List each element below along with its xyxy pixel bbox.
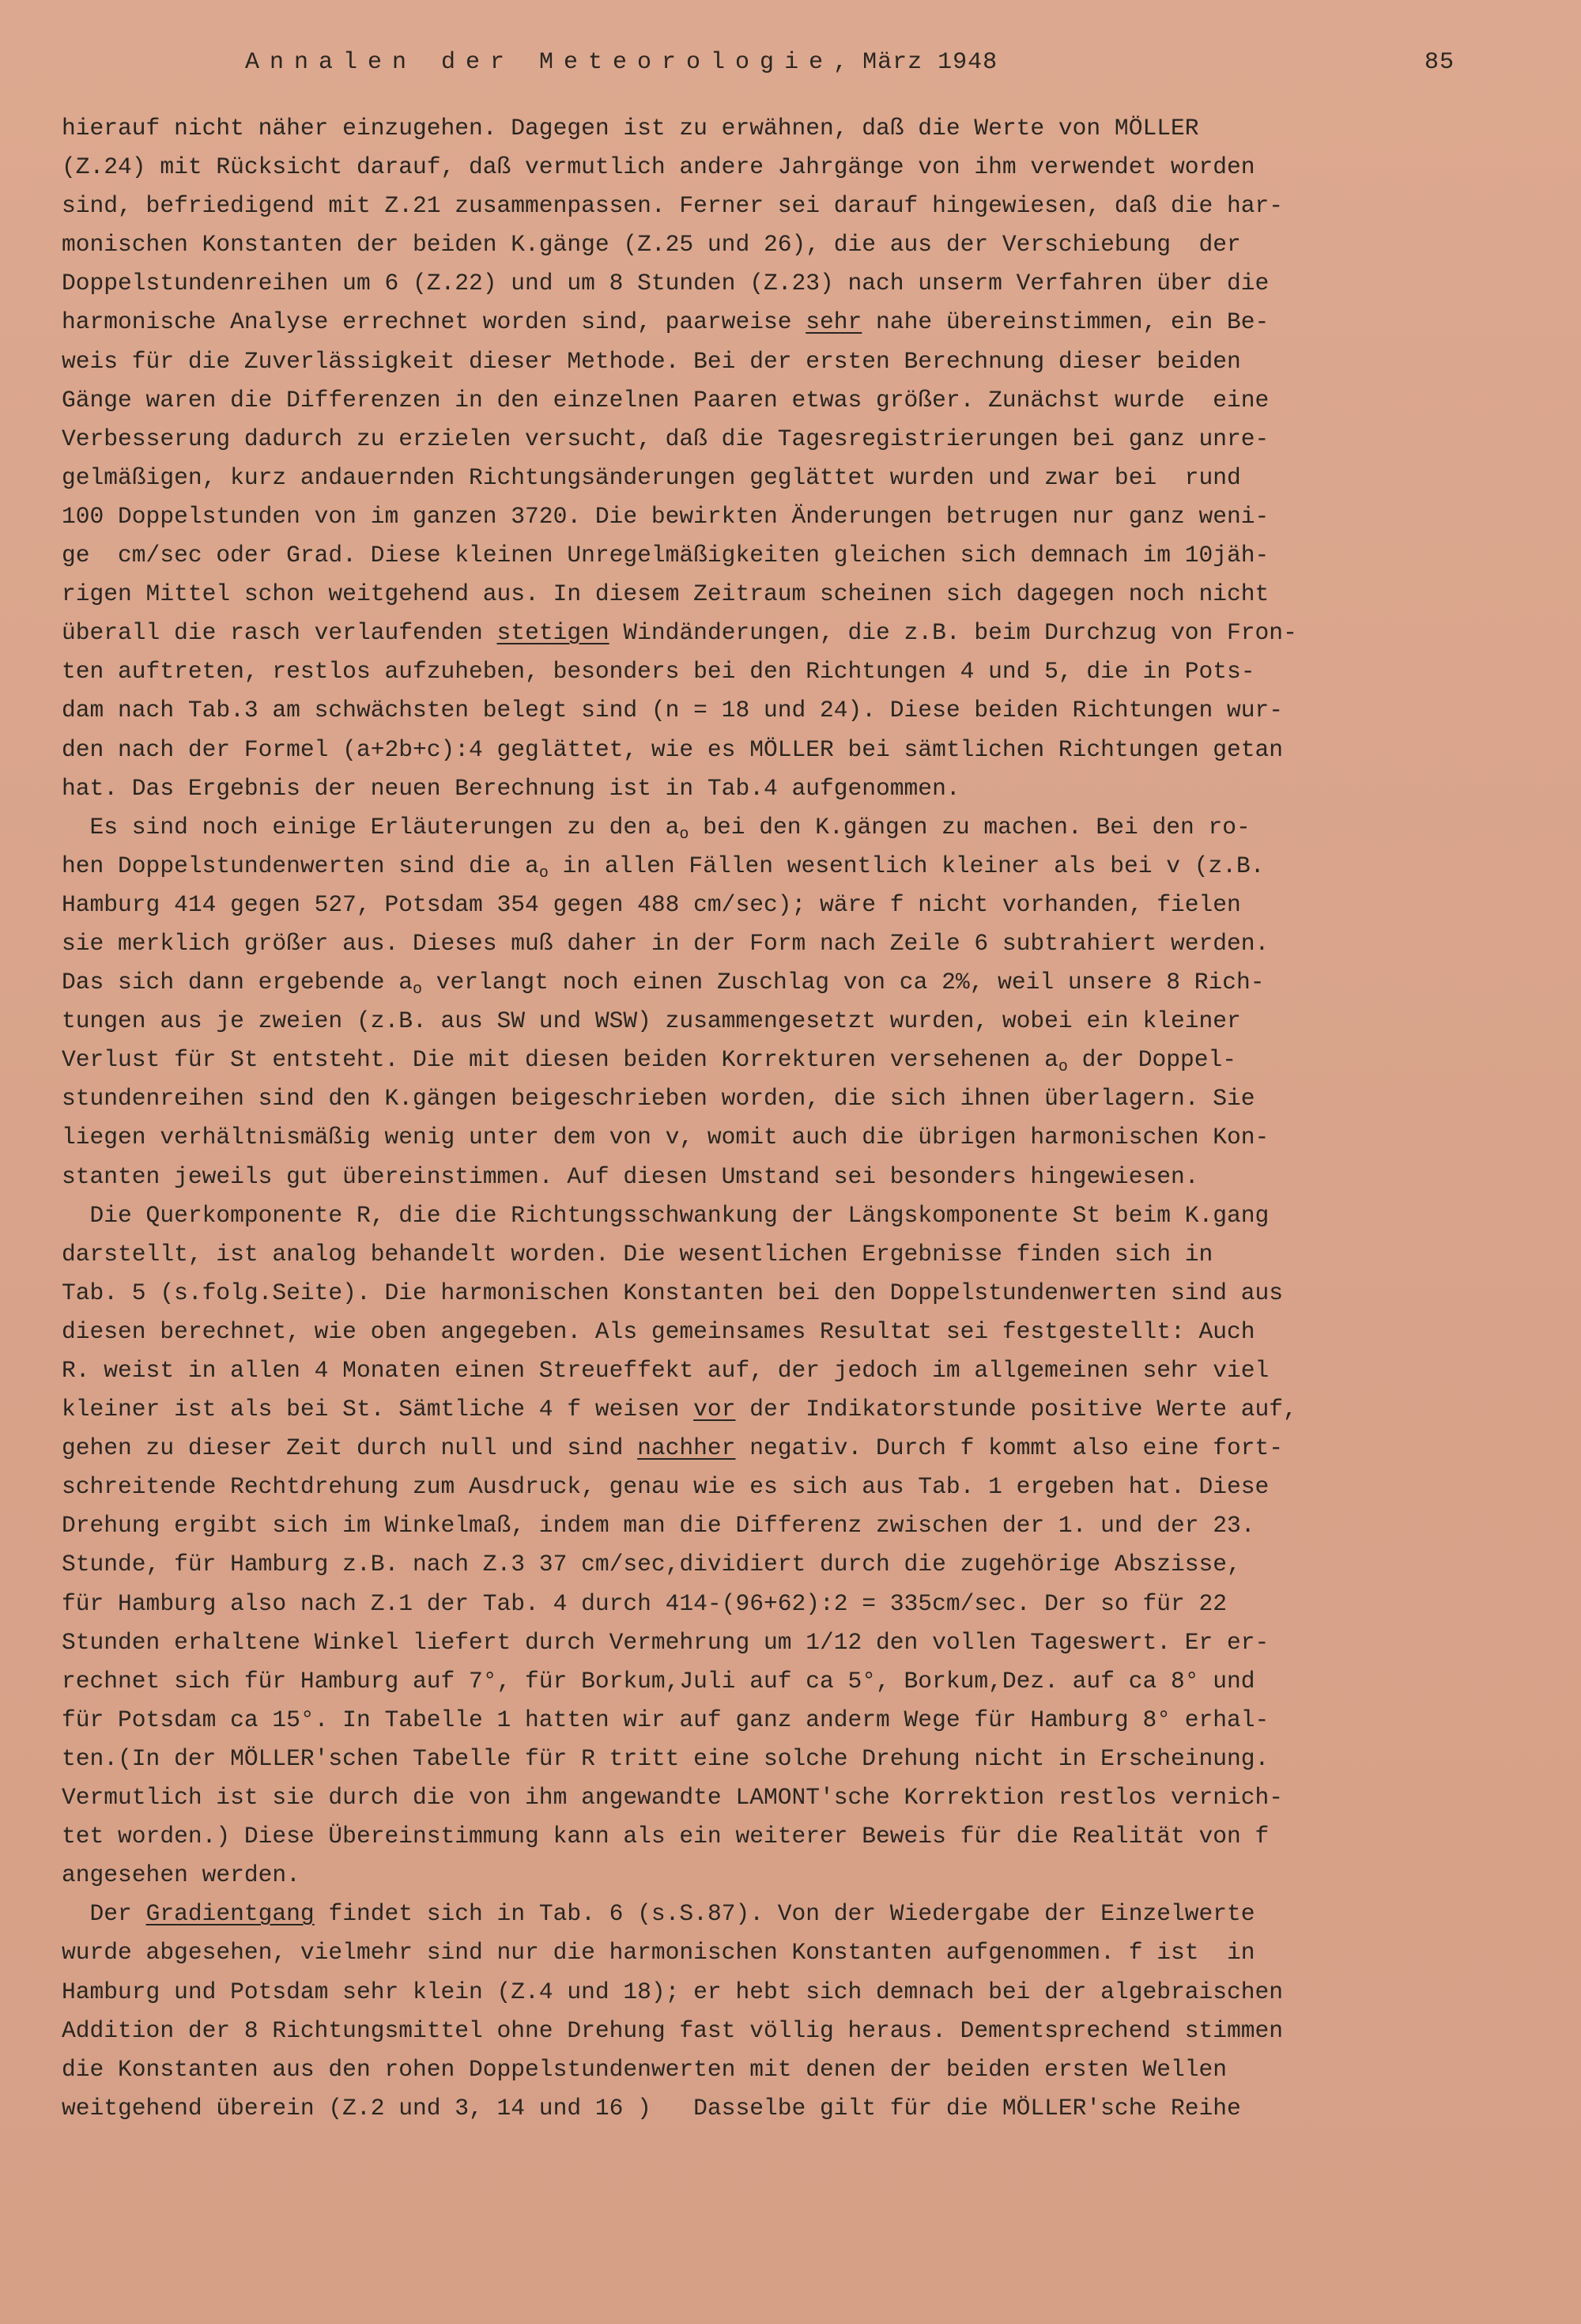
text-run: Die Querkomponente R, die die Richtungsschwankung der Längskomponente St beim K.gang <box>62 1201 1270 1229</box>
text-line <box>62 303 1469 342</box>
text-run: in allen Fällen wesentlich kleiner als bei v (z.B. <box>548 852 1265 879</box>
text-run: Stunde, für Hamburg z.B. nach Z.3 37 cm/sec,dividiert durch die zugehörige Abszisse, <box>62 1551 1241 1578</box>
underlined-word: vor <box>693 1396 736 1423</box>
text-run: verlangt noch einen Zuschlag von ca 2%, weil unsere 8 Rich- <box>422 969 1265 996</box>
text-line <box>62 1817 1469 1856</box>
text-run: ten.(In der MÖLLER'schen Tabelle für R tritt eine solche Drehung nicht in Erscheinung. <box>62 1744 1270 1772</box>
text-line <box>62 614 1469 652</box>
text-line <box>62 1623 1469 1662</box>
text-run: Verbesserung dadurch zu erzielen versucht, daß die Tagesregistrierungen bei ganz unre- <box>62 425 1270 452</box>
text-run: rigen Mittel schon weitgehend aus. In diesem Zeitraum scheinen sich dagegen noch nicht <box>62 580 1270 608</box>
text-run: Doppelstundenreihen um 6 (Z.22) und um 8 Stunden (Z.23) nach unserm Verfahren über die <box>62 270 1270 297</box>
text-line <box>62 264 1469 303</box>
text-run: schreitende Rechtdrehung zum Ausdruck, genau wie es sich aus Tab. 1 ergeben hat. Diese <box>62 1473 1270 1501</box>
text-line <box>62 148 1469 187</box>
text-line <box>62 1506 1469 1545</box>
text-run: ge cm/sec oder Grad. Diese kleinen Unregelmäßigkeiten gleichen sich demnach im 10jäh- <box>62 542 1270 569</box>
text-run: monischen Konstanten der beiden K.gänge (Z.25 und 26), die aus der Verschiebung der <box>62 231 1241 259</box>
text-run: liegen verhältnismäßig wenig unter dem von v, womit auch die übrigen harmonischen Kon- <box>62 1124 1270 1151</box>
subscript: o <box>538 863 549 882</box>
text-run: kleiner ist als bei St. Sämtliche 4 f weisen <box>62 1396 694 1423</box>
text-line <box>62 342 1469 381</box>
text-run: für Hamburg also nach Z.1 der Tab. 4 durch 414-(96+62):2 = 335cm/sec. Der so für 22 <box>62 1589 1228 1617</box>
text-line <box>62 1429 1469 1468</box>
text-line <box>62 2050 1469 2089</box>
text-run: Verlust für St entsteht. Die mit diesen beiden Korrekturen versehenen a <box>62 1046 1058 1074</box>
text-line <box>62 2012 1469 2050</box>
text-line <box>62 1196 1469 1235</box>
text-line <box>62 886 1469 924</box>
text-line <box>62 1274 1469 1313</box>
subscript: o <box>679 825 689 844</box>
text-run: rechnet sich für Hamburg auf 7°, für Borkum,Juli auf ca 5°, Borkum,Dez. auf ca 8° und <box>62 1667 1255 1695</box>
text-line <box>62 1002 1469 1041</box>
text-line <box>62 1662 1469 1701</box>
text-run: R. weist in allen 4 Monaten einen Streueffekt auf, der jedoch im allgemeinen sehr viel <box>62 1357 1270 1384</box>
text-run: Windänderungen, die z.B. beim Durchzug von Fron- <box>609 619 1297 647</box>
text-line <box>62 2089 1469 2128</box>
text-line <box>62 187 1469 225</box>
text-run: Der <box>62 1900 146 1928</box>
text-line <box>62 963 1469 1002</box>
text-line <box>62 1158 1469 1196</box>
text-line <box>62 1856 1469 1895</box>
text-run: angesehen werden. <box>62 1861 300 1889</box>
text-line <box>62 1973 1469 2012</box>
text-run: sind, befriedigend mit Z.21 zusammenpassen. Ferner sei darauf hingewiesen, daß die har- <box>62 192 1284 220</box>
text-line <box>62 459 1469 497</box>
page-number: 85 <box>1424 49 1455 76</box>
text-run: diesen berechnet, wie oben angegeben. Als gemeinsames Resultat sei festgestellt: Auch <box>62 1317 1255 1345</box>
text-line <box>62 808 1469 847</box>
text-line <box>62 225 1469 264</box>
text-line <box>62 1390 1469 1429</box>
text-line <box>62 924 1469 963</box>
text-line <box>62 420 1469 459</box>
text-run: weitgehend überein (Z.2 und 3, 14 und 16 ) Dasselbe gilt für die MÖLLER'sche Reihe <box>62 2094 1241 2122</box>
subscript: o <box>1058 1058 1068 1077</box>
text-line <box>62 1545 1469 1584</box>
text-line <box>62 769 1469 808</box>
text-run: überall die rasch verlaufenden <box>62 619 497 647</box>
text-line <box>62 1740 1469 1778</box>
text-run: hierauf nicht näher einzugehen. Dagegen ist zu erwähnen, daß die Werte von MÖLLER <box>62 115 1199 142</box>
text-line <box>62 1933 1469 1972</box>
text-line <box>62 1585 1469 1623</box>
text-line <box>62 1118 1469 1157</box>
text-line <box>62 1468 1469 1506</box>
text-run: gehen zu dieser Zeit durch null und sind <box>62 1434 638 1462</box>
text-line <box>62 1778 1469 1817</box>
text-run: der Indikatorstunde positive Werte auf, <box>735 1396 1297 1423</box>
text-run: ten auftreten, restlos aufzuheben, besonders bei den Richtungen 4 und 5, die in Pots- <box>62 658 1255 686</box>
text-run: (Z.24) mit Rücksicht darauf, daß vermutlich andere Jahrgänge von ihm verwendet worden <box>62 153 1255 181</box>
text-run: für Potsdam ca 15°. In Tabelle 1 hatten wir auf ganz anderm Wege für Hamburg 8° erhal- <box>62 1706 1270 1733</box>
text-run: wurde abgesehen, vielmehr sind nur die harmonischen Konstanten aufgenommen. f ist in <box>62 1939 1255 1967</box>
text-run: stanten jeweils gut übereinstimmen. Auf diesen Umstand sei besonders hingewiesen. <box>62 1162 1199 1190</box>
text-line <box>62 1235 1469 1274</box>
text-line <box>62 652 1469 691</box>
text-line <box>62 575 1469 614</box>
text-run: hen Doppelstundenwerten sind die a <box>62 852 539 879</box>
text-run: negativ. Durch f kommt also eine fort- <box>735 1434 1284 1462</box>
text-run: Hamburg und Potsdam sehr klein (Z.4 und 18); er hebt sich demnach bei der algebraischen <box>62 1978 1284 2005</box>
text-run: findet sich in Tab. 6 (s.S.87). Von der Wiedergabe der Einzelwerte <box>314 1900 1255 1928</box>
text-line <box>62 1895 1469 1933</box>
journal-title: Annalen der Meteorologie, <box>245 49 858 76</box>
text-run: stundenreihen sind den K.gängen beigeschrieben worden, die sich ihnen überlagern. Sie <box>62 1085 1255 1113</box>
issue-date: März 1948 <box>862 49 998 76</box>
text-run: der Doppel- <box>1067 1046 1237 1074</box>
text-run: Hamburg 414 gegen 527, Potsdam 354 gegen 488 cm/sec); wäre f nicht vorhanden, fielen <box>62 890 1241 918</box>
page-header <box>245 49 1455 76</box>
text-run: Das sich dann ergebende a <box>62 969 413 996</box>
text-run: dam nach Tab.3 am schwächsten belegt sind (n = 18 und 24). Diese beiden Richtungen wur- <box>62 697 1284 724</box>
text-run: hat. Das Ergebnis der neuen Berechnung ist in Tab.4 aufgenommen. <box>62 774 960 802</box>
text-line <box>62 1351 1469 1390</box>
text-line <box>62 1701 1469 1740</box>
text-run: 100 Doppelstunden von im ganzen 3720. Die bewirkten Änderungen betrugen nur ganz weni- <box>62 502 1270 530</box>
underlined-word: sehr <box>806 308 862 336</box>
text-run: bei den K.gängen zu machen. Bei den ro- <box>689 813 1251 841</box>
text-line <box>62 1079 1469 1118</box>
text-run: Addition der 8 Richtungsmittel ohne Drehung fast völlig heraus. Dementsprechend stimmen <box>62 2016 1284 2044</box>
subscript: o <box>412 981 422 1000</box>
text-line <box>62 691 1469 730</box>
text-line <box>62 847 1469 886</box>
text-run: tungen aus je zweien (z.B. aus SW und WSW) zusammengesetzt wurden, wobei ein kleiner <box>62 1007 1241 1035</box>
text-run: Stunden erhaltene Winkel liefert durch Vermehrung um 1/12 den vollen Tageswert. Er er- <box>62 1628 1270 1656</box>
text-run: die Konstanten aus den rohen Doppelstundenwerten mit denen der beiden ersten Wellen <box>62 2055 1228 2083</box>
underlined-word: stetigen <box>496 619 609 647</box>
text-run: gelmäßigen, kurz andauernden Richtungsänderungen geglättet wurden und zwar bei rund <box>62 463 1241 491</box>
text-line <box>62 1041 1469 1079</box>
text-run: Drehung ergibt sich im Winkelmaß, indem man die Differenz zwischen der 1. und der 23. <box>62 1512 1255 1540</box>
text-run: Gänge waren die Differenzen in den einzelnen Paaren etwas größer. Zunächst wurde eine <box>62 386 1270 414</box>
text-run: den nach der Formel (a+2b+c):4 geglättet, wie es MÖLLER bei sämtlichen Richtungen getan <box>62 735 1284 763</box>
text-run: Vermutlich ist sie durch die von ihm angewandte LAMONT'sche Korrektion restlos vernich- <box>62 1784 1284 1812</box>
text-run: weis für die Zuverlässigkeit dieser Methode. Bei der ersten Berechnung dieser beiden <box>62 347 1241 375</box>
text-run: darstellt, ist analog behandelt worden. Die wesentlichen Ergebnisse finden sich in <box>62 1240 1213 1268</box>
text-line <box>62 536 1469 575</box>
underlined-word: Gradientgang <box>145 1900 315 1928</box>
body-text <box>62 109 1469 2128</box>
text-run: sie merklich größer aus. Dieses muß daher in der Form nach Zeile 6 subtrahiert werden. <box>62 929 1270 957</box>
text-line <box>62 1313 1469 1351</box>
text-line <box>62 109 1469 148</box>
text-run: tet worden.) Diese Übereinstimmung kann als ein weiterer Beweis für die Realität von f <box>62 1823 1270 1850</box>
text-run: nahe übereinstimmen, ein Be- <box>862 308 1270 336</box>
text-run: Es sind noch einige Erläuterungen zu den a <box>62 813 680 841</box>
text-line <box>62 731 1469 769</box>
underlined-word: nachher <box>637 1434 736 1462</box>
text-line <box>62 497 1469 536</box>
text-run: harmonische Analyse errechnet worden sind, paarweise <box>62 308 806 336</box>
text-run: Tab. 5 (s.folg.Seite). Die harmonischen Konstanten bei den Doppelstundenwerten sind aus <box>62 1279 1284 1306</box>
text-line <box>62 381 1469 420</box>
